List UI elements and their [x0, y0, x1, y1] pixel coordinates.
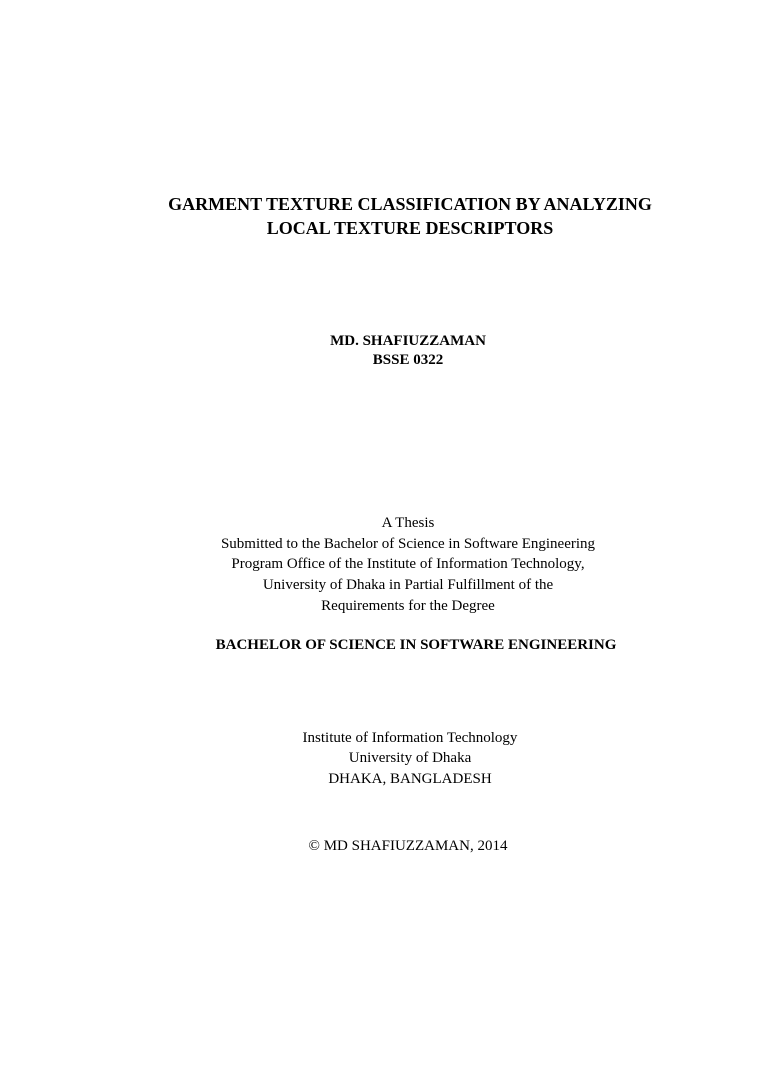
institution-line-3: DHAKA, BANGLADESH — [328, 771, 492, 787]
institution-line-2: University of Dhaka — [348, 750, 472, 766]
institution-line-1: Institute of Information Technology — [302, 730, 518, 746]
degree-name: BACHELOR OF SCIENCE IN SOFTWARE ENGINEERING — [215, 637, 617, 653]
submission-line-4: Requirements for the Degree — [321, 598, 495, 614]
author-name: MD. SHAFIUZZAMAN — [330, 333, 486, 349]
student-id: BSSE 0322 — [372, 352, 444, 368]
submission-line-1: Submitted to the Bachelor of Science in Software Engineering — [220, 536, 596, 552]
title-line-1: GARMENT TEXTURE CLASSIFICATION BY ANALYZING — [168, 194, 652, 214]
title-line-2: LOCAL TEXTURE DESCRIPTORS — [266, 218, 554, 238]
thesis-heading: A Thesis — [381, 515, 435, 531]
submission-line-2: Program Office of the Institute of Information Technology, — [231, 556, 585, 572]
copyright-notice: © MD SHAFIUZZAMAN, 2014 — [308, 838, 508, 854]
submission-line-3: University of Dhaka in Partial Fulfillment of the — [262, 577, 554, 593]
